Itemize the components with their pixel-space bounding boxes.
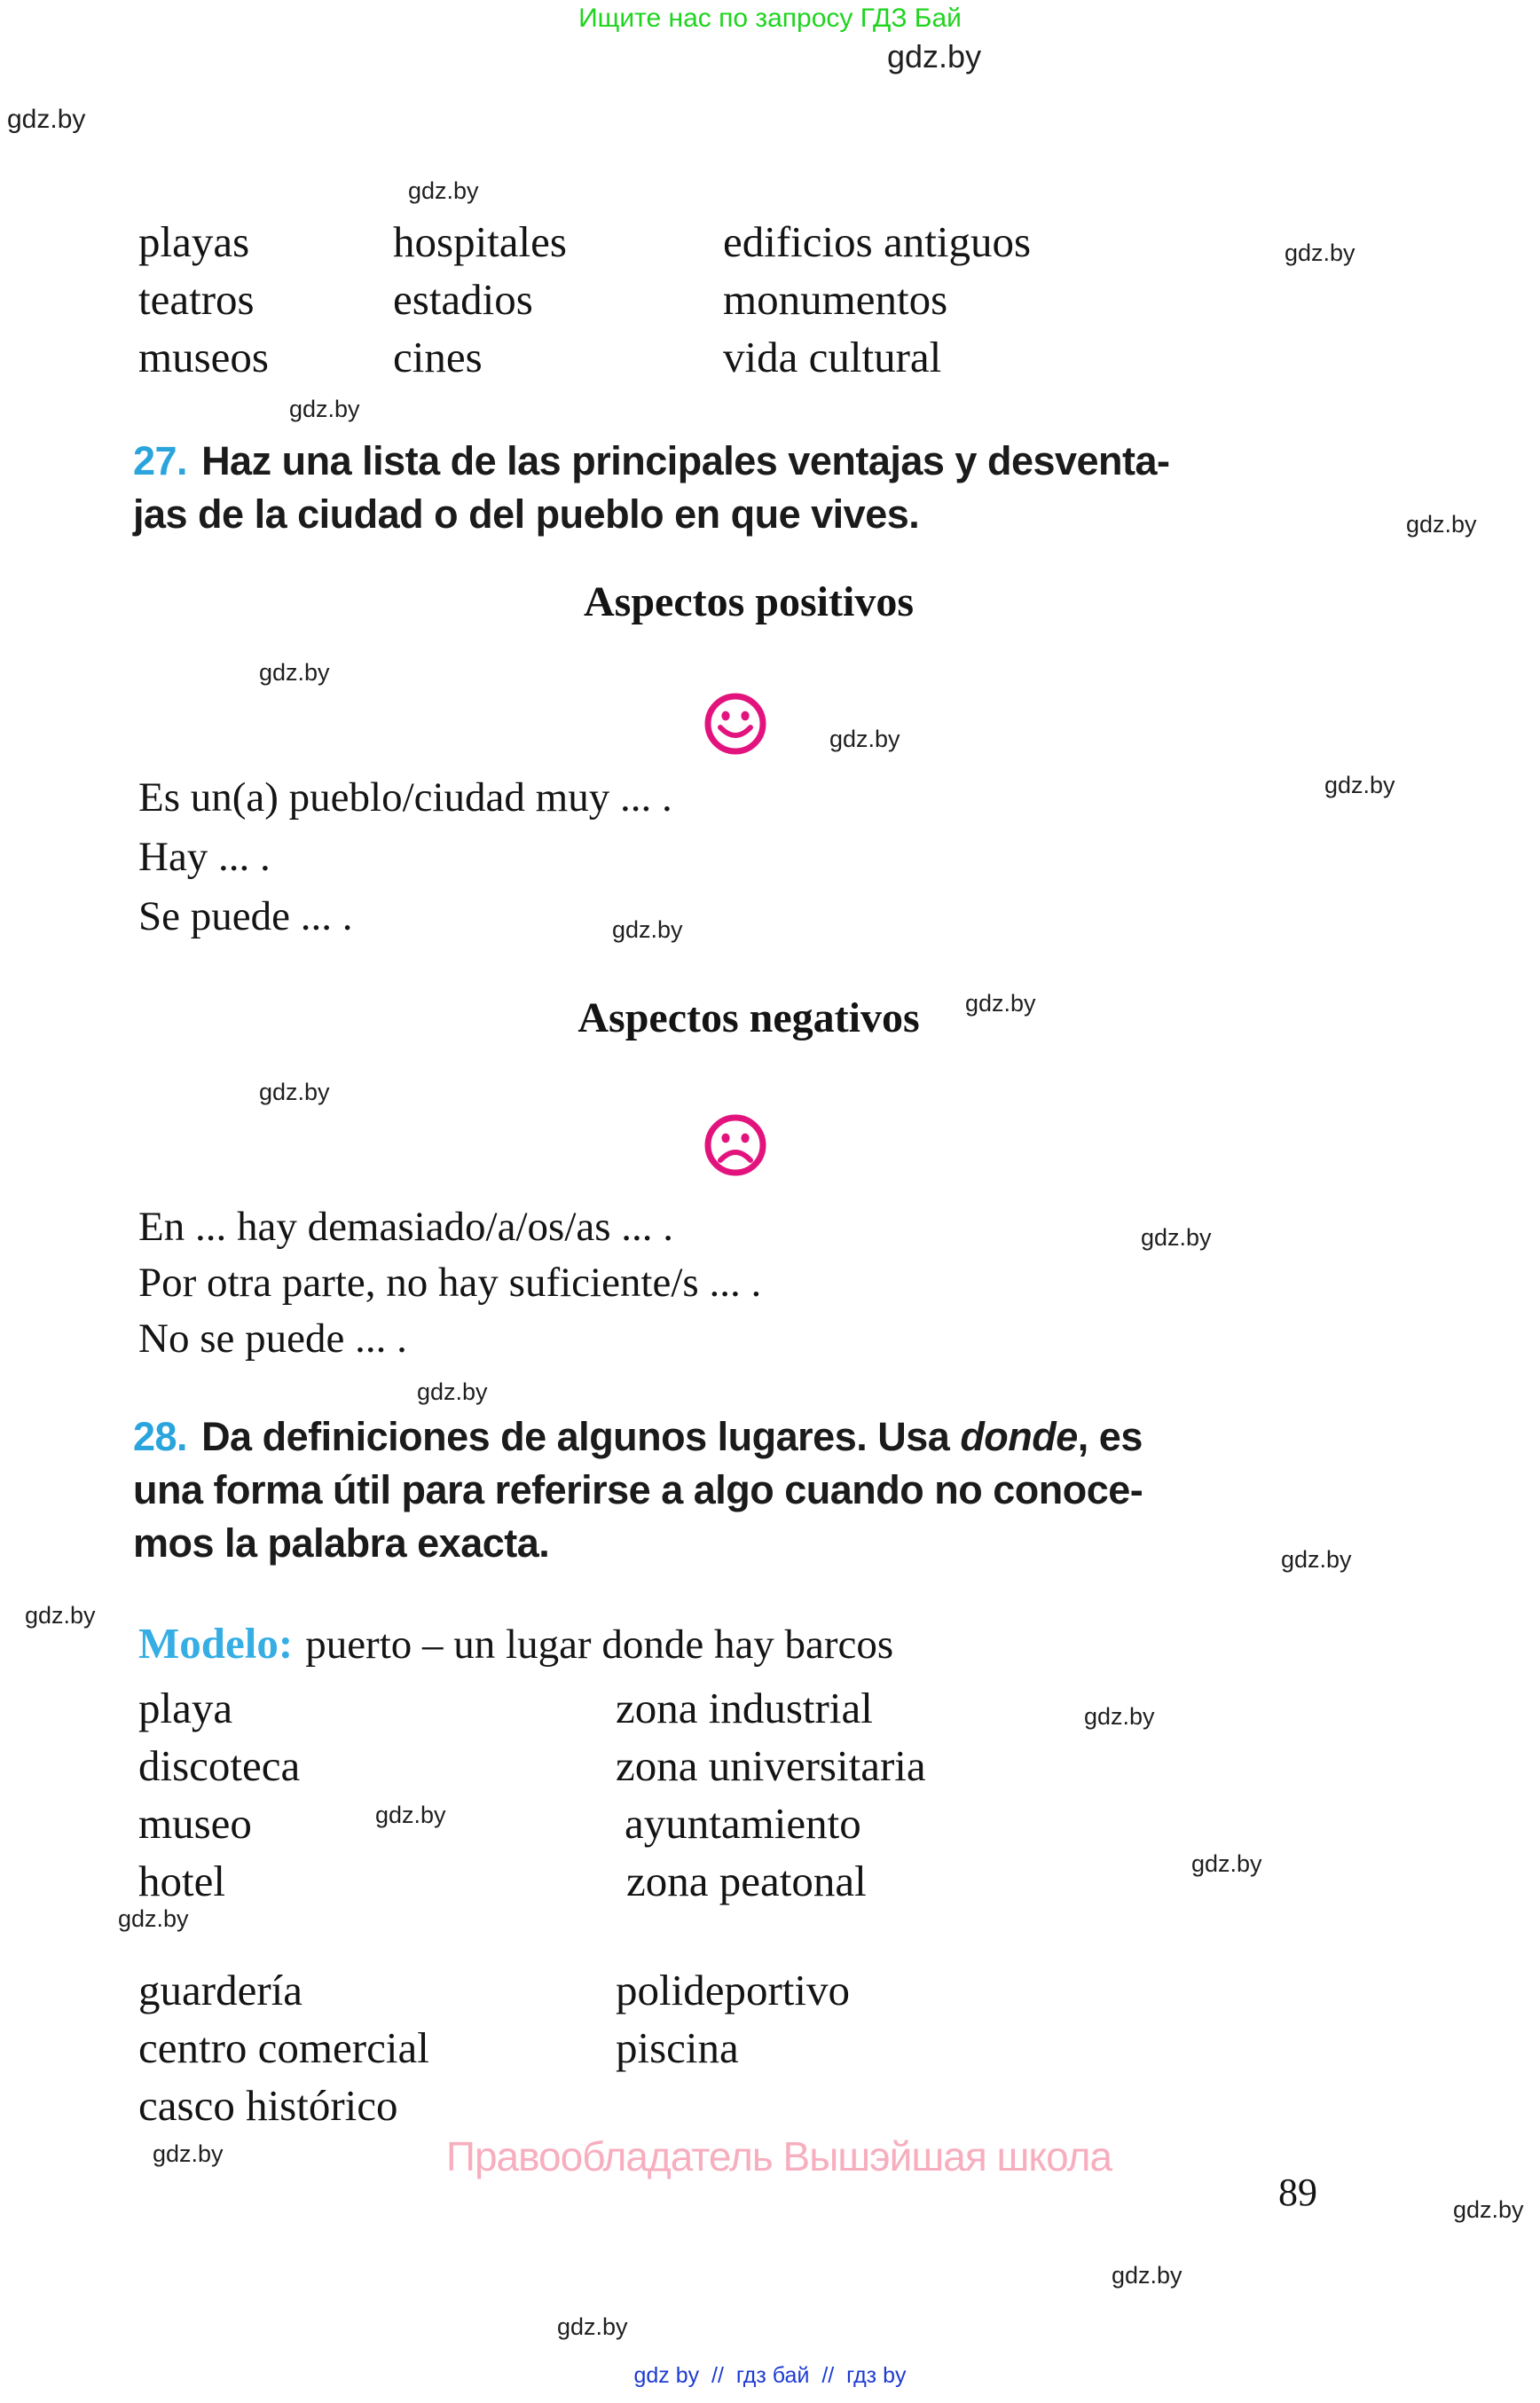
fill-in-line: No se puede ... . xyxy=(138,1315,407,1362)
gdzby-watermark: gdz.by xyxy=(612,916,683,943)
vocab-word: zona industrial xyxy=(616,1684,873,1732)
instruction-line xyxy=(133,1410,1143,1464)
exercise-number: 27. xyxy=(133,438,188,483)
gdzby-watermark: gdz.by xyxy=(887,38,982,75)
vocab-row xyxy=(138,1737,926,1794)
vocab-word: monumentos xyxy=(723,275,948,324)
vocab-word: playas xyxy=(138,217,250,266)
gdzby-watermark: gdz.by xyxy=(1141,1224,1212,1251)
gdzby-watermark: gdz.by xyxy=(7,105,86,134)
vocab-word: estadios xyxy=(393,275,533,324)
gdzby-watermark: gdz.by xyxy=(1112,2262,1182,2289)
vocab-word: edificios antiguos xyxy=(723,217,1032,266)
copyright-notice: Правообладатель Вышэйшая школа xyxy=(445,2133,1112,2179)
gdzby-watermark: gdz.by xyxy=(1191,1850,1262,1877)
gdzby-watermark: gdz.by xyxy=(259,1079,330,1105)
instruction-line: mos la palabra exacta. xyxy=(133,1520,550,1566)
vocab-word: hotel xyxy=(138,1857,225,1905)
gdzby-watermark: gdz.by xyxy=(289,396,360,422)
gdzby-watermark: gdz.by xyxy=(1453,2196,1524,2223)
vocab-row xyxy=(138,1852,867,1910)
instruction-line: jas de la ciudad o del pueblo en que vives. xyxy=(133,491,920,537)
promo-banner: Ищите нас по запросу ГДЗ Бай xyxy=(578,4,962,33)
gdzby-watermark: gdz.by xyxy=(375,1802,446,1828)
fill-in-line: Por otra parte, no hay suficiente/s ... . xyxy=(138,1260,762,1306)
vocab-word: ayuntamiento xyxy=(625,1799,861,1848)
vocab-word: vida cultural xyxy=(723,333,942,381)
gdzby-watermark: gdz.by xyxy=(965,990,1036,1017)
gdzby-watermark: gdz.by xyxy=(1324,772,1395,798)
vocab-row xyxy=(138,328,941,386)
vocab-word: teatros xyxy=(138,275,255,324)
fill-in-line: Es un(a) pueblo/ciudad muy ... . xyxy=(138,774,672,821)
instruction-text: Haz una lista de las principales ventajas y desventa- xyxy=(201,438,1170,483)
gdzby-watermark: gdz.by xyxy=(118,1905,189,1932)
vocab-word: museo xyxy=(138,1799,252,1848)
fill-in-line: Se puede ... . xyxy=(138,893,353,939)
vocab-row xyxy=(138,2019,739,2077)
vocab-word: playa xyxy=(138,1684,233,1732)
smiley-face-icon xyxy=(702,690,769,758)
instruction-text: Da definiciones de algunos lugares. Usa xyxy=(201,1414,961,1459)
gdzby-watermark: gdz.by xyxy=(557,2313,628,2340)
vocab-row xyxy=(138,1794,861,1852)
fill-in-line: En ... hay demasiado/a/os/as ... . xyxy=(138,1204,674,1250)
vocab-word: casco histórico xyxy=(138,2081,398,2130)
exercise-number: 28. xyxy=(133,1414,188,1459)
vocab-word: guardería xyxy=(138,1966,302,2014)
footer-links[interactable]: gdz by // гдз бай // гдз by xyxy=(633,2363,907,2388)
vocab-word: polideportivo xyxy=(616,1966,851,2014)
gdzby-watermark: gdz.by xyxy=(417,1378,488,1405)
positive-aspects-heading: Aspectos positivos xyxy=(583,578,915,625)
vocab-word: zona universitaria xyxy=(616,1741,926,1790)
vocab-word: zona peatonal xyxy=(626,1857,867,1905)
negative-aspects-lines xyxy=(138,1199,761,1367)
vocab-row xyxy=(138,1679,873,1737)
instruction-line: una forma útil para referirse a algo cuando no conoce- xyxy=(133,1467,1143,1512)
vocab-word: hospitales xyxy=(393,217,567,266)
gdzby-watermark: gdz.by xyxy=(259,659,330,686)
instruction-text: , es xyxy=(1077,1414,1143,1459)
vocab-row xyxy=(138,271,947,328)
exercise-27-instruction xyxy=(133,435,1170,541)
fill-in-line: Hay ... . xyxy=(138,834,271,880)
exercise-28-instruction xyxy=(133,1410,1143,1570)
gdzby-watermark: gdz.by xyxy=(153,2140,224,2167)
modelo-label: Modelo: xyxy=(138,1619,294,1668)
modelo-example xyxy=(138,1620,893,1669)
negative-aspects-heading: Aspectos negativos xyxy=(578,994,920,1041)
sad-face-icon xyxy=(702,1111,769,1179)
modelo-text: puerto – un lugar donde hay barcos xyxy=(305,1622,894,1668)
gdzby-watermark: gdz.by xyxy=(1084,1703,1155,1730)
gdzby-watermark: gdz.by xyxy=(1406,511,1477,538)
instruction-emphasis: donde xyxy=(960,1414,1078,1459)
gdzby-watermark: gdz.by xyxy=(1285,240,1355,266)
gdzby-watermark: gdz.by xyxy=(1281,1546,1352,1573)
instruction-line xyxy=(133,435,1170,488)
gdzby-watermark: gdz.by xyxy=(408,177,479,204)
vocab-row xyxy=(138,213,1031,271)
page-number: 89 xyxy=(1278,2171,1317,2214)
vocab-word: cines xyxy=(393,333,483,381)
vocab-word: museos xyxy=(138,333,269,381)
gdzby-watermark: gdz.by xyxy=(829,726,900,752)
gdzby-watermark: gdz.by xyxy=(25,1602,96,1629)
vocab-word: discoteca xyxy=(138,1741,301,1790)
vocab-row xyxy=(138,2077,616,2134)
positive-aspects-lines xyxy=(138,768,672,946)
vocab-word: piscina xyxy=(616,2023,739,2072)
vocab-word: centro comercial xyxy=(138,2023,429,2072)
vocab-row xyxy=(138,1961,850,2019)
